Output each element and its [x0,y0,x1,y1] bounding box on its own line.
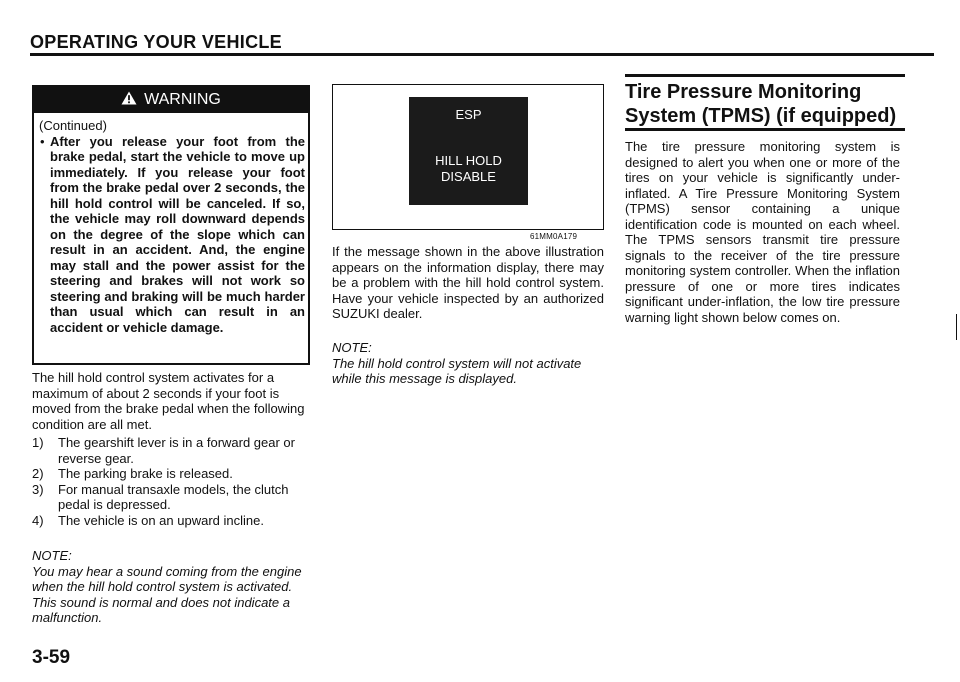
list-item: 4) The vehicle is on an upward incline. [32,512,264,528]
message-paragraph: If the message shown in the above illustration appears on the information display, there may be a problem with the hill hold control system. Have your vehicle inspected by an authorized SUZUKI dealer. [332,244,604,321]
screen-message-line2: DISABLE [441,169,496,184]
section-rule-top [625,74,905,77]
note-label: NOTE: [32,548,72,563]
note-text: You may hear a sound coming from the engine when the hill hold control system is activated. This sound is normal and does not indicate a malfunction. [32,563,302,625]
page-edge-mark [956,314,957,340]
section-rule-bottom [625,128,905,131]
list-item: 1) The gearshift lever is in a forward gear or reverse gear. [32,435,295,466]
warning-triangle-icon [121,91,137,110]
list-item: 3) For manual transaxle models, the clutch pedal is depressed. [32,481,289,512]
warning-label: WARNING [144,91,221,108]
header-rule [30,53,934,56]
screen-esp-label: ESP [455,107,482,122]
warning-header [34,87,308,113]
list-item: 2) The parking brake is released. [32,466,233,481]
page-header-title: OPERATING YOUR VEHICLE [30,32,282,52]
section-title: Tire Pressure Monitoring System (TPMS) (if equipped) [625,81,897,127]
warning-box [32,85,310,365]
note-label: NOTE: [332,340,372,355]
warning-body [39,118,305,335]
warning-bullet: • After you release your foot from the brake pedal, start the vehicle to move up immediately. If you release your foot from the brake pedal over 2 seconds, the hill hold control will be canceled. If so, the vehicle may roll downward depends on the degree of the slope which can result in an accident. And, the engine may stall and the power assist for the steering and brakes will not work so steering and braking will be much harder than usual which can result in an accident or vehicle damage. [39,134,305,336]
note-middle [332,340,604,387]
warning-continued: (Continued) [39,118,107,133]
note-text: The hill hold control system will not activate while this message is displayed. [332,355,582,386]
screen-message-line1: HILL HOLD [435,153,502,168]
figure-code: 61MM0A179 [530,232,578,241]
condition-list [32,435,314,528]
note-left [32,548,314,626]
tpms-paragraph: The tire pressure monitoring system is designed to alert you when one or more of the tires on your vehicle is significantly under-inflated. A Tire Pressure Monitoring System (TPMS) sensor containing a unique identification code is mounted on each wheel. The TPMS sensors transmit tire pressure signals to the receiver of the tire pressure monitoring system controller. When the inflation pressure of one or more tires indicates significant under-inflation, the low tire pressure warning light shown below comes on. [625,139,900,325]
page-number: 3-59 [32,647,71,668]
information-display-screen [409,97,528,205]
hill-hold-intro-paragraph: The hill hold control system activates for a maximum of about 2 seconds if your foot is moved from the brake pedal when the following condition are all met. [32,370,305,432]
